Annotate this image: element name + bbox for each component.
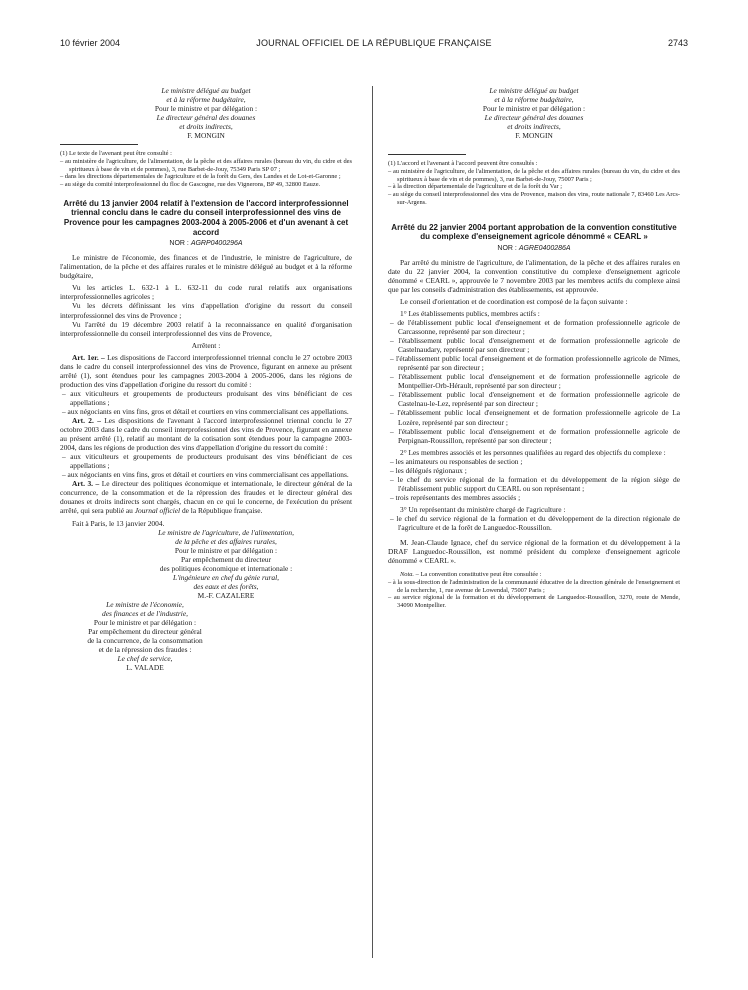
decree-title: Arrêté du 22 janvier 2004 portant approbation de la convention constitutive du complexe d'enseignement agricole dénommé « CEARL » — [391, 222, 677, 242]
signature-line: L'ingénieure en chef du génie rural, — [173, 572, 279, 582]
nor-reference — [388, 244, 680, 253]
signature-block-budget — [388, 86, 680, 140]
signature-name: F. MONGIN — [515, 131, 553, 141]
signature-line: et à la réforme budgétaire, — [166, 95, 246, 105]
article-list-item: – aux négociants en vins fins, gros et détail et courtiers en vins commercialisant ces appellations. — [62, 470, 349, 480]
article-3 — [60, 479, 352, 515]
signature-line: Pour le ministre et par délégation : — [482, 104, 586, 114]
footnote-line: – au ministère de l'agriculture, de l'alimentation, de la pêche et des affaires rurales (bureau du vin, du cidre et des spiritueux à base de vin et de pommes), 3, rue Barbet-de-Jouy, 75349 Paris SP 07 ; — [60, 157, 352, 173]
member-list-item: – l'établissement public local d'enseignement et de formation professionnelle agricole de Castelnaudary, représenté par son directeur ; — [390, 336, 680, 355]
signature-line: Le ministre délégué au budget — [489, 86, 579, 95]
footnote-rule — [60, 144, 138, 145]
footnote-accord — [388, 160, 680, 206]
signature-line: Le ministre de l'économie, — [106, 599, 184, 609]
member-list-item: – les animateurs ou responsables de section ; — [390, 456, 523, 466]
signature-line: Pour le ministre et par délégation : — [174, 545, 278, 555]
member-list-item: – les délégués régionaux ; — [390, 465, 467, 475]
header-page-number: 2743 — [667, 38, 688, 48]
signature-line: Le ministre de l'agriculture, de l'alimentation, — [158, 527, 294, 537]
signature-line: et à la réforme budgétaire, — [494, 95, 574, 105]
decree-title: Arrêté du 13 janvier 2004 relatif à l'extension de l'accord interprofessionnel triennal conclu dans le cadre du conseil interprofessionnel des vins de Provence pour les campagnes 2003-2004 à 2005-2006 et d'un avenant à cet accord — [63, 198, 349, 237]
signature-block-budget — [60, 86, 352, 140]
header-date: 10 février 2004 — [60, 38, 121, 48]
article-1 — [60, 353, 352, 389]
footnote-rule — [388, 154, 466, 155]
signature-line: de la pêche et des affaires rurales, — [175, 536, 277, 546]
article-text: Le directeur des politiques économique et internationale, le directeur général de la concurrence, de la consommation et de la répression des fraudes et le directeur général des douanes et droits indirects sont chargés, chacun en ce qui le concerne, de l'exécution du présent arrêté, qui sera publié au — [60, 479, 352, 516]
nota-line: – à la sous-direction de l'administration de la communauté éducative de la direction générale de l'enseignement et de la recherche, 1, rue avenue de Lowendal, 75007 Paris ; — [388, 578, 680, 594]
signature-block-economie — [60, 600, 230, 672]
signature-name: F. MONGIN — [187, 131, 225, 141]
section-heading: 3° Un représentant du ministère chargé de l'agriculture : — [400, 504, 566, 514]
journal-officiel-ref: Journal officiel — [134, 506, 181, 516]
article-text: Les dispositions de l'accord interprofessionnel triennal conclu le 27 octobre 2003 dans le cadre du conseil interprofessionnel des vins de Provence, figurant en annexe au présent arrêté (1), sont étendues pour les campagnes 2003-2004 à 2005-2006, dans les régions de production des vins d'appellation d'origine du ressort du comité : — [60, 352, 352, 389]
footnote-line: – au siège du conseil interprofessionnel des vins de Provence, maison des vins, route nationale 7, 83460 Les Arcs-sur-Argens. — [388, 191, 680, 206]
footnote-line: – au siège du comité interprofessionnel du floc de Gascogne, rue des Vignerons, BP 49, 32800 Eauze. — [60, 181, 321, 189]
visa-paragraph: Vu les articles L. 632-1 à L. 632-11 du code rural relatifs aux organisations interprofessionnelles agricoles ; — [60, 283, 352, 302]
member-list-item: – l'établissement public local d'enseignement et de formation professionnelle agricole de La Lozère, représenté par son directeur ; — [390, 408, 680, 427]
member-list-item: – de l'établissement public local d'enseignement et de formation professionnelle agricole de Carcassonne, représenté par son directeur ; — [390, 318, 680, 337]
member-list-item: – l'établissement public local d'enseignement et de formation professionnelle agricole de Nîmes, représenté par son directeur ; — [390, 354, 680, 373]
section-heading: 2° Les membres associés et les personnes qualifiées au regard des objectifs du complexe : — [400, 447, 666, 457]
member-list-item: – l'établissement public local d'enseignement et de formation professionnelle agricole de Montpellier-Orb-Hérault, représenté par son directeur ; — [390, 372, 680, 391]
footnote-line: (1) Le texte de l'avenant peut être consulté : — [60, 150, 172, 158]
nor-reference — [60, 239, 352, 248]
signature-name: M.-F. CAZALERE — [197, 590, 255, 600]
footnote-line: – au ministère de l'agriculture, de l'alimentation, de la pêche et des affaires rurales (bureau du vin, du cidre et des spiritueux à base de vin et de pommes), 3, rue Barbet-de-Jouy, 75007 Paris ; — [388, 167, 680, 183]
article-list-item: – aux viticulteurs et groupements de producteurs produisant des vins bénéficiant de ces appellations ; — [62, 452, 352, 471]
nor-label: NOR : — [497, 244, 517, 252]
section-heading: 1° Les établissements publics, membres actifs : — [400, 308, 540, 318]
nota-note — [388, 571, 680, 610]
nor-label: NOR : — [169, 240, 189, 248]
signature-line: Par empêchement du directeur général — [88, 627, 202, 637]
footnote-avenant — [60, 150, 352, 189]
nota-line — [388, 571, 680, 579]
article-text: Les dispositions de l'avenant à l'accord interprofessionnel triennal conclu le 27 octobre 2003 dans le cadre du conseil interprofessionnel des vins de Provence, figurant en annexe au présent arrêté (1), relatif au montant de la cotisation sont étendues pour la campagne 2003-2004, dans les régions de production des vins d'appellation d'origine du ressort du comité : — [60, 416, 352, 453]
signature-line: Le chef de service, — [117, 654, 173, 664]
signature-line: et droits indirects, — [507, 122, 561, 132]
signature-line: et droits indirects, — [179, 122, 233, 132]
decree-paragraph: Le conseil d'orientation et de coordination est composé de la façon suivante : — [400, 296, 628, 306]
signature-line: des finances et de l'industrie, — [102, 609, 188, 618]
signature-line: et de la répression des fraudes : — [98, 645, 192, 655]
article-label: Art. 2. – — [72, 416, 101, 426]
right-column — [388, 86, 680, 610]
member-list-item: – l'établissement public local d'enseignement et de formation professionnelle agricole de Perpignan-Roussillon, représenté par son directeur ; — [390, 426, 680, 445]
decree-paragraph: Par arrêté du ministre de l'agriculture, de l'alimentation, de la pêche et des affaires rurales en date du 22 janvier 2004, la convention constitutive du complexe d'enseignement agricole dénommé « CEARL », approuvée le 7 novembre 2003 par les membres actifs du complexe ainsi que par les conseils d'administration des établissements, est approuvée. — [388, 257, 680, 294]
member-list-item: – l'établissement public local d'enseignement et de formation professionnelle agricole de Castelnau-le-Lez, représenté par son directeur ; — [390, 390, 680, 409]
article-text: de la République française. — [181, 506, 263, 516]
article-2 — [60, 416, 352, 452]
president-paragraph: M. Jean-Claude Ignace, chef du service régional de la formation et du développement à la DRAF Languedoc-Roussillon, est nommé président du complexe d'enseignement agricole dénommé « CEARL ». — [388, 538, 680, 566]
article-list-item: – aux viticulteurs et groupements de producteurs produisant des vins bénéficiant de ces appellations ; — [62, 388, 352, 407]
nota-text: La convention constitutive peut être consultée : — [420, 571, 542, 579]
signature-line: Pour le ministre et par délégation : — [154, 104, 258, 114]
signature-line: Le directeur général des douanes — [484, 113, 584, 123]
footnote-line: – dans les directions départementales de l'agriculture et de la forêt du Gers, des Landes et de Lot-et-Garonne ; — [60, 173, 341, 181]
member-list-item: – trois représentants des membres associés ; — [390, 492, 521, 502]
page-header — [60, 38, 688, 50]
nor-value: AGRE0400286A — [518, 244, 571, 252]
member-list-item: – le chef du service régional de la formation et du développement de la direction régionale de l'agriculture et de la forêt de Languedoc-Roussillon. — [390, 514, 680, 533]
article-list-item: – aux négociants en vins fins, gros et détail et courtiers en vins commercialisant ces appellations. — [62, 406, 349, 416]
nota-line: – au service régional de la formation et du développement de Languedoc-Roussillon, 3270, route de Mende, 34090 Montpellier. — [388, 594, 680, 610]
visa-paragraph: Vu l'arrêté du 19 décembre 2003 relatif à la reconnaissance en qualité d'organisation interprofessionnelle du conseil interprofessionnel des vins de Provence, — [60, 319, 352, 338]
visa-paragraph: Vu les décrets définissant les vins d'appellation d'origine du ressort du conseil interprofessionnel des vins de Provence ; — [60, 301, 352, 320]
signature-line: des eaux et des forêts, — [193, 581, 259, 591]
footnote-line: (1) L'accord et l'avenant à l'accord peuvent être consultés : — [388, 160, 538, 168]
member-list-item: – le chef du service régional de la formation et du développement de la région siège de l'établissement public support du CEARL ou son représentant ; — [390, 474, 680, 493]
fait-a-paris: Fait à Paris, le 13 janvier 2004. — [72, 518, 165, 528]
nota-label: Nota. – — [400, 571, 419, 579]
signature-line: Par empêchement du directeur — [180, 554, 272, 564]
column-separator — [372, 86, 373, 958]
signature-line: Pour le ministre et par délégation : — [93, 618, 197, 628]
article-label: Art. 3. – — [72, 479, 100, 489]
article-label: Art. 1er. – — [72, 352, 105, 362]
footnote-line: – à la direction départementale de l'agriculture et de la forêt du Var ; — [388, 183, 563, 191]
signature-line: Le directeur général des douanes — [156, 113, 256, 123]
signature-line: des politiques économique et internationale : — [159, 563, 293, 573]
left-column — [60, 86, 352, 672]
header-journal-title: JOURNAL OFFICIEL DE LA RÉPUBLIQUE FRANÇAISE — [256, 38, 492, 48]
signature-block-agriculture — [60, 528, 352, 600]
signature-line: de la concurrence, de la consommation — [87, 636, 203, 646]
preamble-paragraph: Le ministre de l'économie, des finances et de l'industrie, le ministre de l'agriculture, de l'alimentation, de la pêche et des affaires rurales et le ministre délégué au budget et à la réforme budgétaire, — [60, 253, 352, 281]
arretent-heading: Arrêtent : — [191, 340, 221, 350]
signature-line: Le ministre délégué au budget — [161, 86, 251, 95]
nor-value: AGRP0400296A — [190, 240, 243, 248]
signature-name: L. VALADE — [126, 663, 164, 673]
